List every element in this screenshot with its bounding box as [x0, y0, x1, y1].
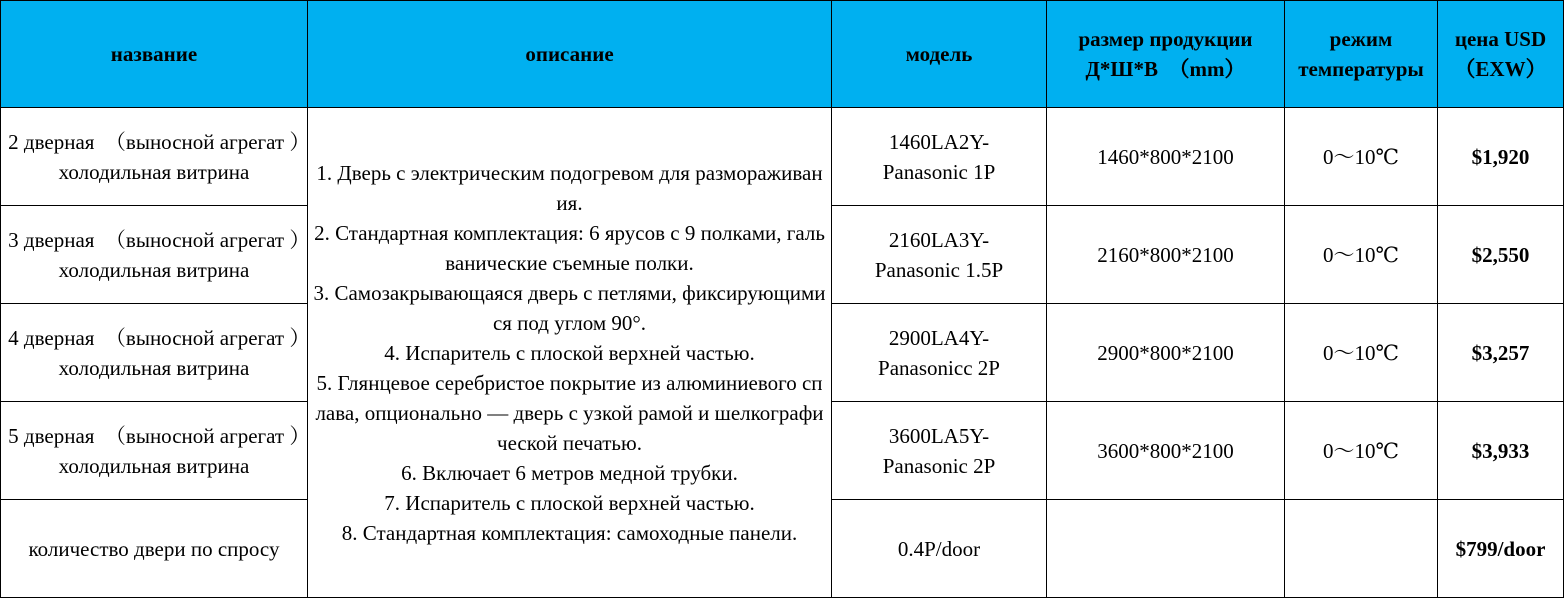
product-name-text: 2 дверная （выносной агрегат ）холодильная витрина: [8, 129, 300, 184]
description-line: 2. Стандартная комплектация: 6 ярусов с 9 полками, гальванические съемные полки.: [314, 220, 825, 275]
header-temperature: режим температуры: [1285, 1, 1438, 108]
model-cell: [832, 206, 1047, 304]
header-description: описание: [308, 1, 832, 108]
model-cell: [832, 304, 1047, 402]
model-cell: [832, 108, 1047, 206]
product-name: [1, 304, 308, 402]
product-name-text: 5 дверная （выносной агрегат ）холодильная витрина: [8, 423, 300, 478]
product-name-text: 4 дверная （выносной агрегат ）холодильная витрина: [8, 325, 300, 380]
table-row: [1, 108, 1564, 206]
header-row: [1, 1, 1564, 108]
price-cell: $3,933: [1438, 402, 1564, 500]
header-model: модель: [832, 1, 1047, 108]
product-name: [1, 108, 308, 206]
product-name: [1, 206, 308, 304]
model-line-1: 3600LA5Y-: [888, 423, 990, 448]
header-name: название: [1, 1, 308, 108]
description-line: 3. Самозакрывающаяся дверь с петлями, фиксирующимися под углом 90°.: [313, 280, 826, 335]
header-price: цена USD（EXW）: [1438, 1, 1564, 108]
temperature-cell: 0～10℃: [1285, 304, 1438, 402]
product-name-text: 3 дверная （выносной агрегат ）холодильная витрина: [8, 227, 300, 282]
description-cell: [308, 108, 832, 598]
model-cell: 0.4P/door: [832, 500, 1047, 598]
header-size: размер продукции Д*Ш*В （mm）: [1047, 1, 1285, 108]
temperature-cell: 0～10℃: [1285, 402, 1438, 500]
description-line: 7. Испаритель с плоской верхней частью.: [384, 490, 755, 515]
size-cell: 1460*800*2100: [1047, 108, 1285, 206]
description-line: 6. Включает 6 метров медной трубки.: [401, 460, 738, 485]
description-line: 8. Стандартная комплектация: самоходные панели.: [341, 520, 798, 545]
model-line-1: 2900LA4Y-: [888, 325, 990, 350]
temperature-cell: 0～10℃: [1285, 108, 1438, 206]
model-line-2: Panasonicc 2P: [878, 355, 1000, 380]
model-line-1: 1460LA2Y-: [888, 129, 990, 154]
size-cell: 3600*800*2100: [1047, 402, 1285, 500]
description-line: 5. Глянцевое серебристое покрытие из алюминиевого сплава, опционально — дверь с узкой рамой и шелкографической печатью.: [315, 370, 824, 455]
price-cell: $3,257: [1438, 304, 1564, 402]
model-cell: [832, 402, 1047, 500]
temperature-cell: [1285, 500, 1438, 598]
size-cell: [1047, 500, 1285, 598]
description-line: 1. Дверь с электрическим подогревом для размораживания.: [316, 160, 823, 215]
model-line-2: Panasonic 2P: [882, 453, 996, 478]
product-name: [1, 402, 308, 500]
model-line-2: Panasonic 1.5P: [874, 257, 1004, 282]
temperature-cell: 0～10℃: [1285, 206, 1438, 304]
extra-door-name: [1, 500, 308, 598]
price-cell: $1,920: [1438, 108, 1564, 206]
model-line-2: Panasonic 1P: [882, 159, 996, 184]
price-cell: $799/door: [1438, 500, 1564, 598]
price-cell: $2,550: [1438, 206, 1564, 304]
model-line-1: 2160LA3Y-: [888, 227, 990, 252]
description-line: 4. Испаритель с плоской верхней частью.: [384, 340, 755, 365]
extra-door-name-text: количество двери по спросу: [28, 536, 280, 561]
size-cell: 2160*800*2100: [1047, 206, 1285, 304]
size-cell: 2900*800*2100: [1047, 304, 1285, 402]
